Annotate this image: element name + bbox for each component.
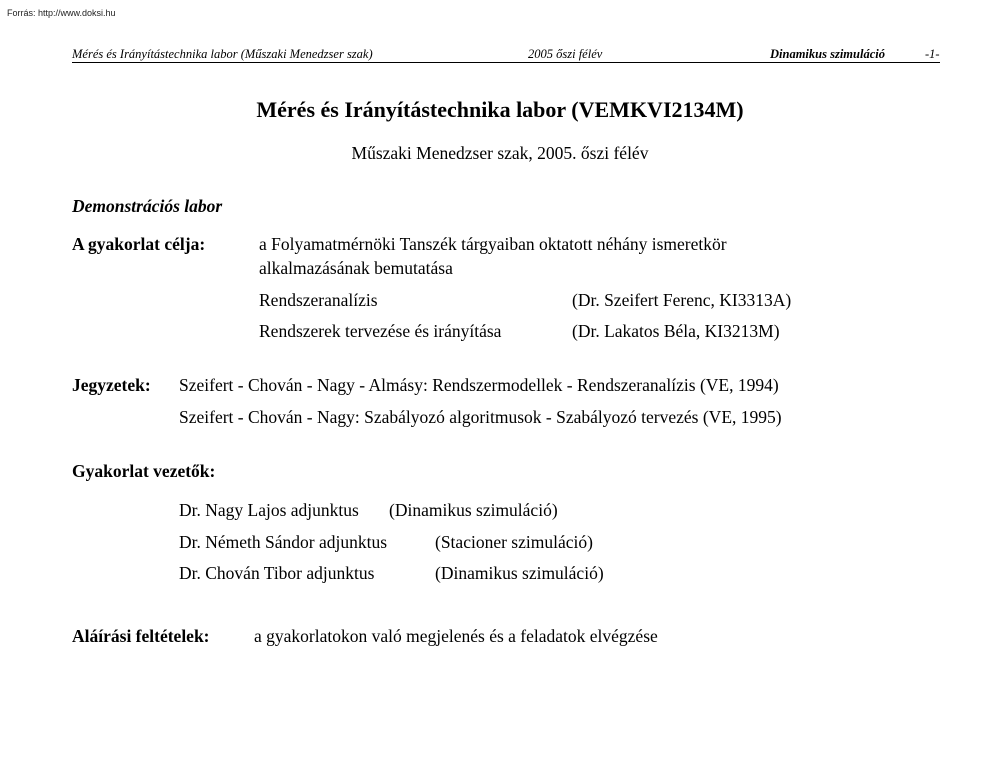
- note-item: Szeifert - Chován - Nagy - Almásy: Rendszermodellek - Rendszeranalízis (VE, 1994): [179, 375, 779, 395]
- header-rule: [72, 62, 940, 63]
- leader-name: Dr. Nagy Lajos adjunktus: [179, 500, 359, 520]
- leader-name: Dr. Chován Tibor adjunktus: [179, 563, 375, 583]
- leaders-label: Gyakorlat vezetők:: [72, 461, 216, 481]
- course-lecturer: (Dr. Szeifert Ferenc, KI3313A): [572, 290, 792, 310]
- leader-topic: (Dinamikus szimuláció): [389, 500, 558, 520]
- header-topic: Dinamikus szimuláció: [770, 47, 885, 61]
- leader-topic: (Stacioner szimuláció): [435, 532, 593, 552]
- goal-line-1: a Folyamatmérnöki Tanszék tárgyaiban oktatott néhány ismeretkör: [259, 234, 727, 254]
- header-course: Mérés és Irányítástechnika labor (Műszaki Menedzser szak): [72, 47, 373, 61]
- goal-line-2: alkalmazásának bemutatása: [259, 258, 453, 278]
- leader-name: Dr. Németh Sándor adjunktus: [179, 532, 388, 552]
- page-subtitle: Műszaki Menedzser szak, 2005. őszi félév: [351, 143, 649, 163]
- signature-text: a gyakorlatokon való megjelenés és a feladatok elvégzése: [254, 626, 658, 646]
- leader-topic: (Dinamikus szimuláció): [435, 563, 604, 583]
- signature-label: Aláírási feltételek:: [72, 626, 210, 646]
- note-item: Szeifert - Chován - Nagy: Szabályozó algoritmusok - Szabályozó tervezés (VE, 1995): [179, 407, 782, 427]
- page-title: Mérés és Irányítástechnika labor (VEMKVI2134M): [256, 97, 744, 122]
- course-lecturer: (Dr. Lakatos Béla, KI3213M): [572, 321, 780, 341]
- course-name: Rendszeranalízis: [259, 290, 378, 310]
- header-page-number: -1-: [925, 47, 940, 61]
- header-semester: 2005 őszi félév: [528, 47, 603, 61]
- notes-label: Jegyzetek:: [72, 375, 151, 395]
- source-note: Forrás: http://www.doksi.hu: [7, 8, 116, 18]
- goal-label: A gyakorlat célja:: [72, 234, 206, 254]
- course-name: Rendszerek tervezése és irányítása: [259, 321, 502, 341]
- section-heading: Demonstrációs labor: [72, 196, 223, 216]
